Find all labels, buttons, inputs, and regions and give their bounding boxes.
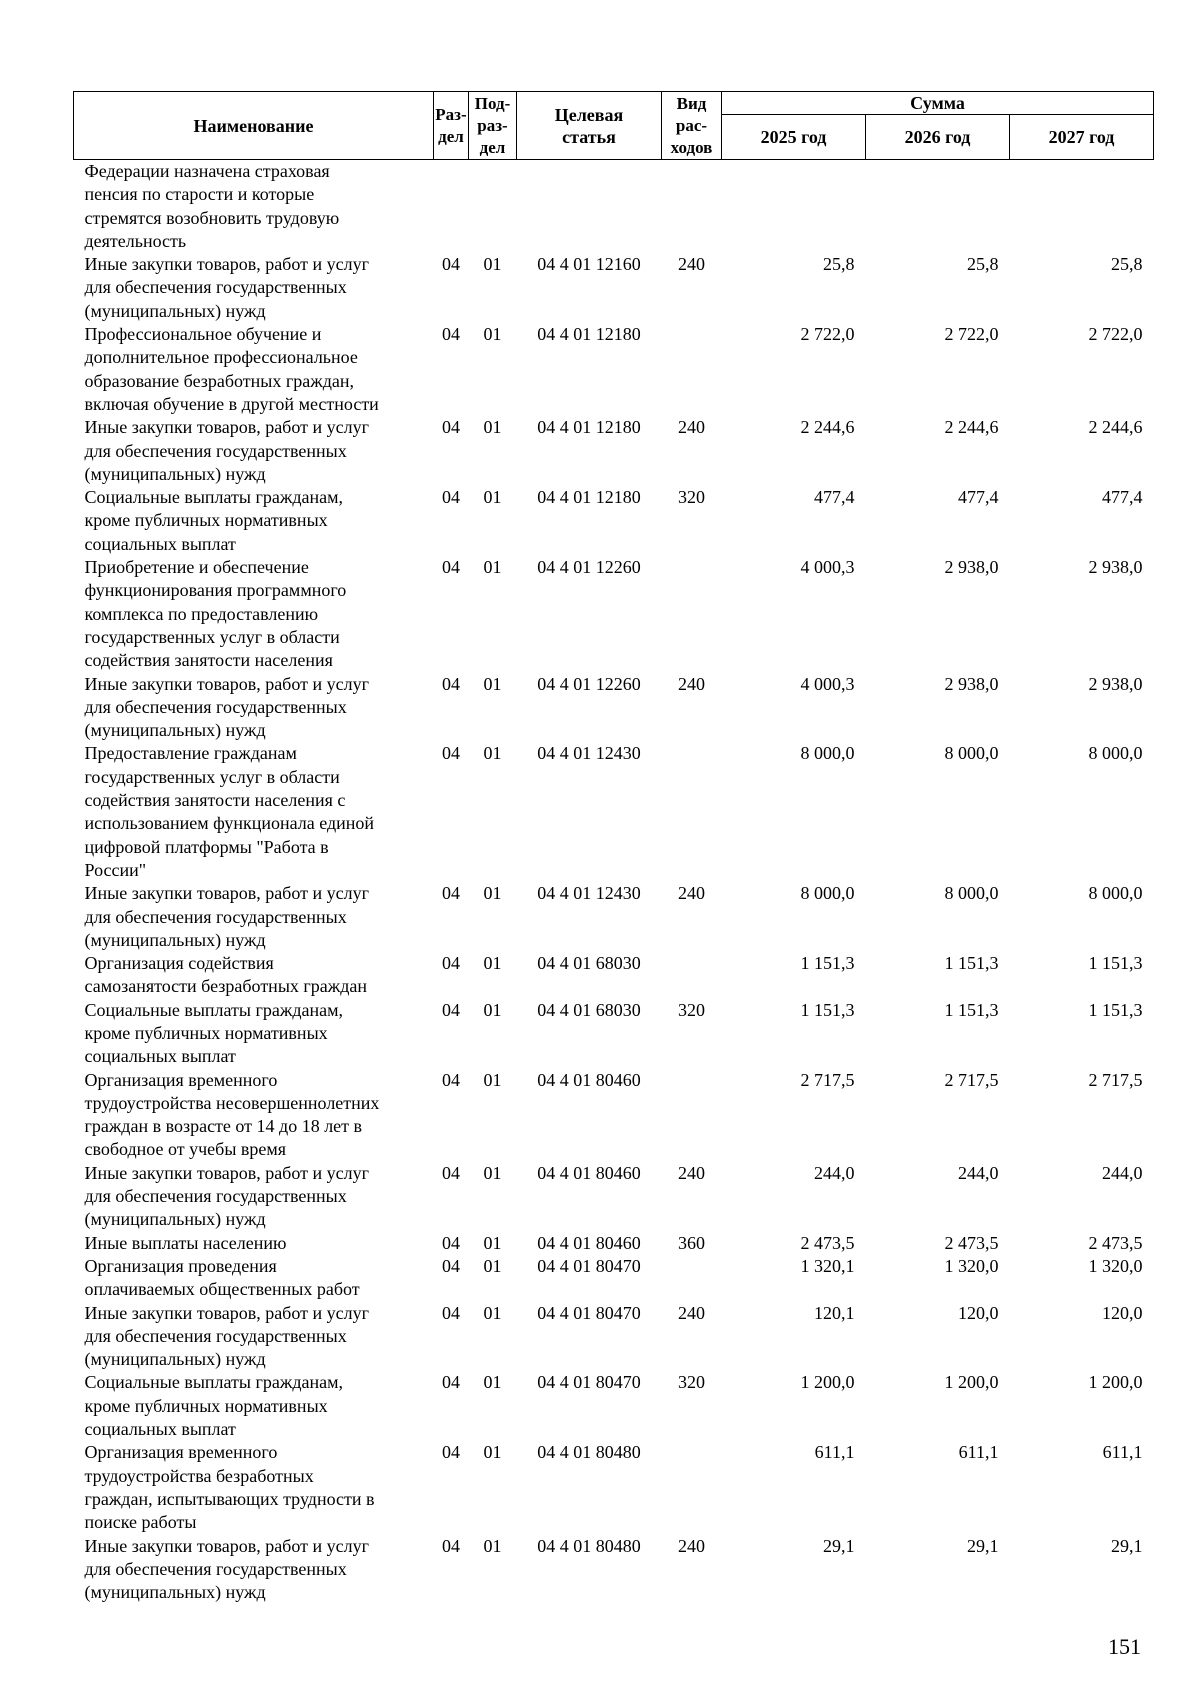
row-expense-type — [662, 1441, 722, 1534]
row-amount-2025 — [722, 160, 866, 254]
row-razdel: 04 — [442, 1535, 460, 1556]
row-amount-2027: 8 000,0 — [1088, 743, 1143, 764]
row-razdel: 04 — [442, 1162, 460, 1183]
row-name: Иные закупки товаров, работ и услуг для обеспечения государственных (муниципальных) нужд — [84, 673, 369, 741]
row-target-article: 04 4 01 80460 — [537, 1232, 641, 1253]
row-target-article: 04 4 01 68030 — [537, 999, 641, 1020]
header-vid — [662, 92, 722, 160]
row-name: Социальные выплаты гражданам, кроме публичных нормативных социальных выплат — [84, 999, 343, 1067]
row-podrazdel: 01 — [483, 1255, 502, 1276]
row-amount-2026: 2 938,0 — [944, 557, 999, 578]
row-amount-2027: 120,0 — [1102, 1302, 1143, 1323]
row-podrazdel — [469, 160, 517, 254]
row-amount-2027: 8 000,0 — [1088, 883, 1143, 904]
row-amount-2026: 8 000,0 — [944, 883, 999, 904]
row-expense-type: 240 — [678, 673, 705, 694]
row-expense-type — [662, 556, 722, 672]
row-name: Иные закупки товаров, работ и услуг для обеспечения государственных (муниципальных) нужд — [84, 1302, 369, 1370]
table-row — [74, 486, 1154, 556]
row-amount-2026: 611,1 — [958, 1442, 999, 1463]
table-row — [74, 742, 1154, 882]
row-expense-type — [662, 323, 722, 416]
table-row — [74, 253, 1154, 323]
row-amount-2027: 2 938,0 — [1088, 557, 1143, 578]
row-podrazdel: 01 — [483, 557, 502, 578]
row-razdel — [434, 160, 469, 254]
row-podrazdel: 01 — [483, 1372, 502, 1393]
row-target-article: 04 4 01 80470 — [537, 1372, 641, 1393]
table-header — [74, 92, 1154, 160]
row-razdel: 04 — [442, 487, 460, 508]
row-amount-2025: 1 320,1 — [800, 1255, 855, 1276]
row-podrazdel: 01 — [483, 1302, 502, 1323]
row-target-article — [517, 160, 662, 254]
row-podrazdel: 01 — [483, 953, 502, 974]
row-expense-type: 320 — [678, 487, 705, 508]
row-amount-2025: 29,1 — [823, 1535, 855, 1556]
budget-table — [73, 91, 1154, 1604]
row-razdel: 04 — [442, 417, 460, 438]
header-year-2025: 2025 год — [722, 115, 866, 160]
row-razdel: 04 — [442, 254, 460, 275]
row-podrazdel: 01 — [483, 673, 502, 694]
row-expense-type — [662, 1255, 722, 1302]
table-row — [74, 1441, 1154, 1534]
header-target-text: Целевая статья — [554, 104, 624, 147]
table-row — [74, 1535, 1154, 1605]
row-expense-type: 320 — [678, 999, 705, 1020]
row-target-article: 04 4 01 12180 — [537, 417, 641, 438]
row-expense-type: 240 — [678, 254, 705, 275]
row-name: Организация содействия самозанятости безработных граждан — [84, 953, 367, 997]
row-amount-2027: 1 200,0 — [1088, 1372, 1143, 1393]
table-row — [74, 1069, 1154, 1162]
row-name: Социальные выплаты гражданам, кроме публичных нормативных социальных выплат — [84, 1372, 343, 1440]
row-amount-2026: 2 938,0 — [944, 673, 999, 694]
row-razdel: 04 — [442, 953, 460, 974]
row-expense-type: 360 — [678, 1232, 705, 1253]
header-razdel-text: Раз- дел — [435, 104, 467, 146]
row-amount-2026: 2 473,5 — [944, 1232, 999, 1253]
row-amount-2026: 1 200,0 — [944, 1372, 999, 1393]
table-row — [74, 416, 1154, 486]
row-amount-2026: 2 244,6 — [944, 417, 999, 438]
row-expense-type: 320 — [678, 1372, 705, 1393]
row-name: Иные закупки товаров, работ и услуг для обеспечения государственных (муниципальных) нужд — [84, 883, 369, 950]
row-expense-type — [662, 1069, 722, 1162]
table-row — [74, 1232, 1154, 1255]
row-name: Социальные выплаты гражданам, кроме публичных нормативных социальных выплат — [84, 487, 343, 554]
row-podrazdel: 01 — [483, 1069, 502, 1090]
row-podrazdel: 01 — [483, 1442, 502, 1463]
row-amount-2025: 477,4 — [814, 487, 855, 508]
row-podrazdel: 01 — [483, 417, 502, 438]
row-podrazdel: 01 — [483, 1535, 502, 1556]
row-amount-2026: 120,0 — [958, 1302, 999, 1323]
row-expense-type: 240 — [678, 883, 705, 904]
row-target-article: 04 4 01 68030 — [537, 953, 641, 974]
row-amount-2027: 2 938,0 — [1088, 673, 1143, 694]
table-row — [74, 1302, 1154, 1372]
row-amount-2027: 29,1 — [1111, 1535, 1143, 1556]
row-razdel: 04 — [442, 1372, 460, 1393]
header-name-text: Наименование — [193, 115, 314, 136]
row-amount-2026: 8 000,0 — [944, 743, 999, 764]
row-name: Иные выплаты населению — [84, 1232, 287, 1253]
row-target-article: 04 4 01 80460 — [537, 1069, 641, 1090]
row-amount-2025: 2 473,5 — [800, 1232, 855, 1253]
row-target-article: 04 4 01 80470 — [537, 1302, 641, 1323]
row-amount-2026: 1 151,3 — [944, 999, 999, 1020]
row-podrazdel: 01 — [483, 487, 502, 508]
row-target-article: 04 4 01 80470 — [537, 1255, 641, 1276]
row-podrazdel: 01 — [483, 743, 502, 764]
table-row — [74, 1371, 1154, 1441]
row-podrazdel: 01 — [483, 324, 502, 345]
row-amount-2026: 2 717,5 — [944, 1069, 999, 1090]
header-summa-text: Сумма — [910, 93, 965, 113]
table-row — [74, 673, 1154, 743]
row-amount-2025: 4 000,3 — [800, 557, 855, 578]
header-podrazdel-text: Под- раз- дел — [474, 93, 511, 157]
row-podrazdel: 01 — [483, 999, 502, 1020]
row-amount-2025: 1 151,3 — [800, 953, 855, 974]
row-name: Организация временного трудоустройства несовершеннолетних граждан в возрасте от 14 до 18 лет в свободное от учебы время — [84, 1069, 380, 1160]
row-amount-2026: 244,0 — [958, 1162, 999, 1183]
row-expense-type — [662, 952, 722, 999]
table-row — [74, 323, 1154, 416]
header-podrazdel — [469, 92, 517, 160]
row-target-article: 04 4 01 12160 — [537, 254, 641, 275]
table-row — [74, 1255, 1154, 1302]
row-target-article: 04 4 01 80480 — [537, 1535, 641, 1556]
row-amount-2025: 8 000,0 — [800, 883, 855, 904]
row-amount-2027: 1 320,0 — [1088, 1255, 1143, 1276]
row-amount-2027: 2 473,5 — [1088, 1232, 1143, 1253]
row-amount-2026: 25,8 — [967, 254, 999, 275]
header-year-2026: 2026 год — [866, 115, 1010, 160]
row-expense-type: 240 — [678, 1535, 705, 1556]
row-name: Иные закупки товаров, работ и услуг для обеспечения государственных (муниципальных) нужд — [84, 1535, 369, 1603]
row-amount-2026: 1 151,3 — [944, 953, 999, 974]
row-razdel: 04 — [442, 1442, 460, 1463]
row-razdel: 04 — [442, 743, 460, 764]
row-amount-2027: 244,0 — [1102, 1162, 1143, 1183]
row-amount-2027: 1 151,3 — [1088, 953, 1143, 974]
row-name: Организация проведения оплачиваемых общественных работ — [84, 1255, 360, 1300]
row-target-article: 04 4 01 12180 — [537, 324, 641, 345]
row-amount-2025: 1 200,0 — [800, 1372, 855, 1393]
row-amount-2027: 25,8 — [1111, 254, 1143, 275]
row-name: Организация временного трудоустройства безработных граждан, испытывающих трудности в поиске работы — [84, 1442, 375, 1533]
row-target-article: 04 4 01 12180 — [537, 487, 641, 508]
row-amount-2025: 2 244,6 — [800, 417, 855, 438]
row-amount-2025: 25,8 — [823, 254, 855, 275]
row-name: Профессиональное обучение и дополнительное профессиональное образование безработных граждан, включая обучение в другой местности — [84, 324, 379, 414]
row-name: Иные закупки товаров, работ и услуг для обеспечения государственных (муниципальных) нужд — [84, 1162, 369, 1230]
header-name — [74, 92, 434, 160]
row-razdel: 04 — [442, 324, 460, 345]
row-target-article: 04 4 01 80460 — [537, 1162, 641, 1183]
table-row — [74, 556, 1154, 672]
row-name: Федерации назначена страховая пенсия по старости и которые стремятся возобновить трудовую деятельность — [84, 161, 340, 251]
row-name: Приобретение и обеспечение функционирования программного комплекса по предоставлению государственных услуг в области содействия занятости населения — [84, 557, 347, 671]
row-amount-2026: 1 320,0 — [944, 1255, 999, 1276]
row-target-article: 04 4 01 12430 — [537, 743, 641, 764]
row-amount-2025: 611,1 — [814, 1442, 855, 1463]
row-amount-2025: 1 151,3 — [800, 999, 855, 1020]
row-target-article: 04 4 01 12430 — [537, 883, 641, 904]
row-expense-type — [662, 742, 722, 882]
table-row — [74, 160, 1154, 254]
row-amount-2027: 1 151,3 — [1088, 999, 1143, 1020]
row-name: Предоставление гражданам государственных услуг в области содействия занятости населения с использованием функционала единой цифровой платформы "Работа в России" — [84, 743, 375, 880]
row-podrazdel: 01 — [483, 1232, 502, 1253]
row-amount-2027: 2 722,0 — [1088, 324, 1143, 345]
header-summa — [722, 92, 1154, 115]
row-amount-2026 — [866, 160, 1010, 254]
row-target-article: 04 4 01 12260 — [537, 673, 641, 694]
row-amount-2027: 477,4 — [1102, 487, 1143, 508]
row-razdel: 04 — [442, 1069, 460, 1090]
row-amount-2026: 29,1 — [967, 1535, 999, 1556]
row-expense-type: 240 — [678, 1302, 705, 1323]
row-name: Иные закупки товаров, работ и услуг для обеспечения государственных (муниципальных) нужд — [84, 417, 369, 484]
table-body — [74, 160, 1154, 1605]
header-target — [517, 92, 662, 160]
row-podrazdel: 01 — [483, 1162, 502, 1183]
row-amount-2025: 244,0 — [814, 1162, 855, 1183]
row-razdel: 04 — [442, 557, 460, 578]
row-amount-2025: 2 717,5 — [800, 1069, 855, 1090]
row-amount-2027 — [1010, 160, 1154, 254]
row-razdel: 04 — [442, 673, 460, 694]
row-expense-type: 240 — [678, 417, 705, 438]
header-razdel — [434, 92, 469, 160]
document-page — [73, 91, 1153, 1604]
row-amount-2026: 2 722,0 — [944, 324, 999, 345]
row-amount-2027: 611,1 — [1102, 1442, 1143, 1463]
row-razdel: 04 — [442, 1302, 460, 1323]
row-amount-2026: 477,4 — [958, 487, 999, 508]
row-amount-2027: 2 717,5 — [1088, 1069, 1143, 1090]
table-row — [74, 999, 1154, 1069]
table-row — [74, 882, 1154, 952]
header-vid-text: Вид рас- ходов — [670, 93, 713, 157]
row-target-article: 04 4 01 80480 — [537, 1442, 641, 1463]
row-name: Иные закупки товаров, работ и услуг для обеспечения государственных (муниципальных) нужд — [84, 254, 369, 321]
row-amount-2025: 120,1 — [814, 1302, 855, 1323]
table-row — [74, 952, 1154, 999]
header-year-2027: 2027 год — [1010, 115, 1154, 160]
row-razdel: 04 — [442, 999, 460, 1020]
row-podrazdel: 01 — [483, 883, 502, 904]
row-amount-2025: 4 000,3 — [800, 673, 855, 694]
table-row — [74, 1162, 1154, 1232]
row-podrazdel: 01 — [483, 254, 502, 275]
row-amount-2025: 8 000,0 — [800, 743, 855, 764]
row-amount-2025: 2 722,0 — [800, 324, 855, 345]
row-expense-type: 240 — [678, 1162, 705, 1183]
row-amount-2027: 2 244,6 — [1088, 417, 1143, 438]
row-razdel: 04 — [442, 1232, 460, 1253]
row-razdel: 04 — [442, 883, 460, 904]
row-expense-type — [662, 160, 722, 254]
page-number: 151 — [1108, 1634, 1141, 1659]
row-razdel: 04 — [442, 1255, 460, 1276]
row-target-article: 04 4 01 12260 — [537, 557, 641, 578]
